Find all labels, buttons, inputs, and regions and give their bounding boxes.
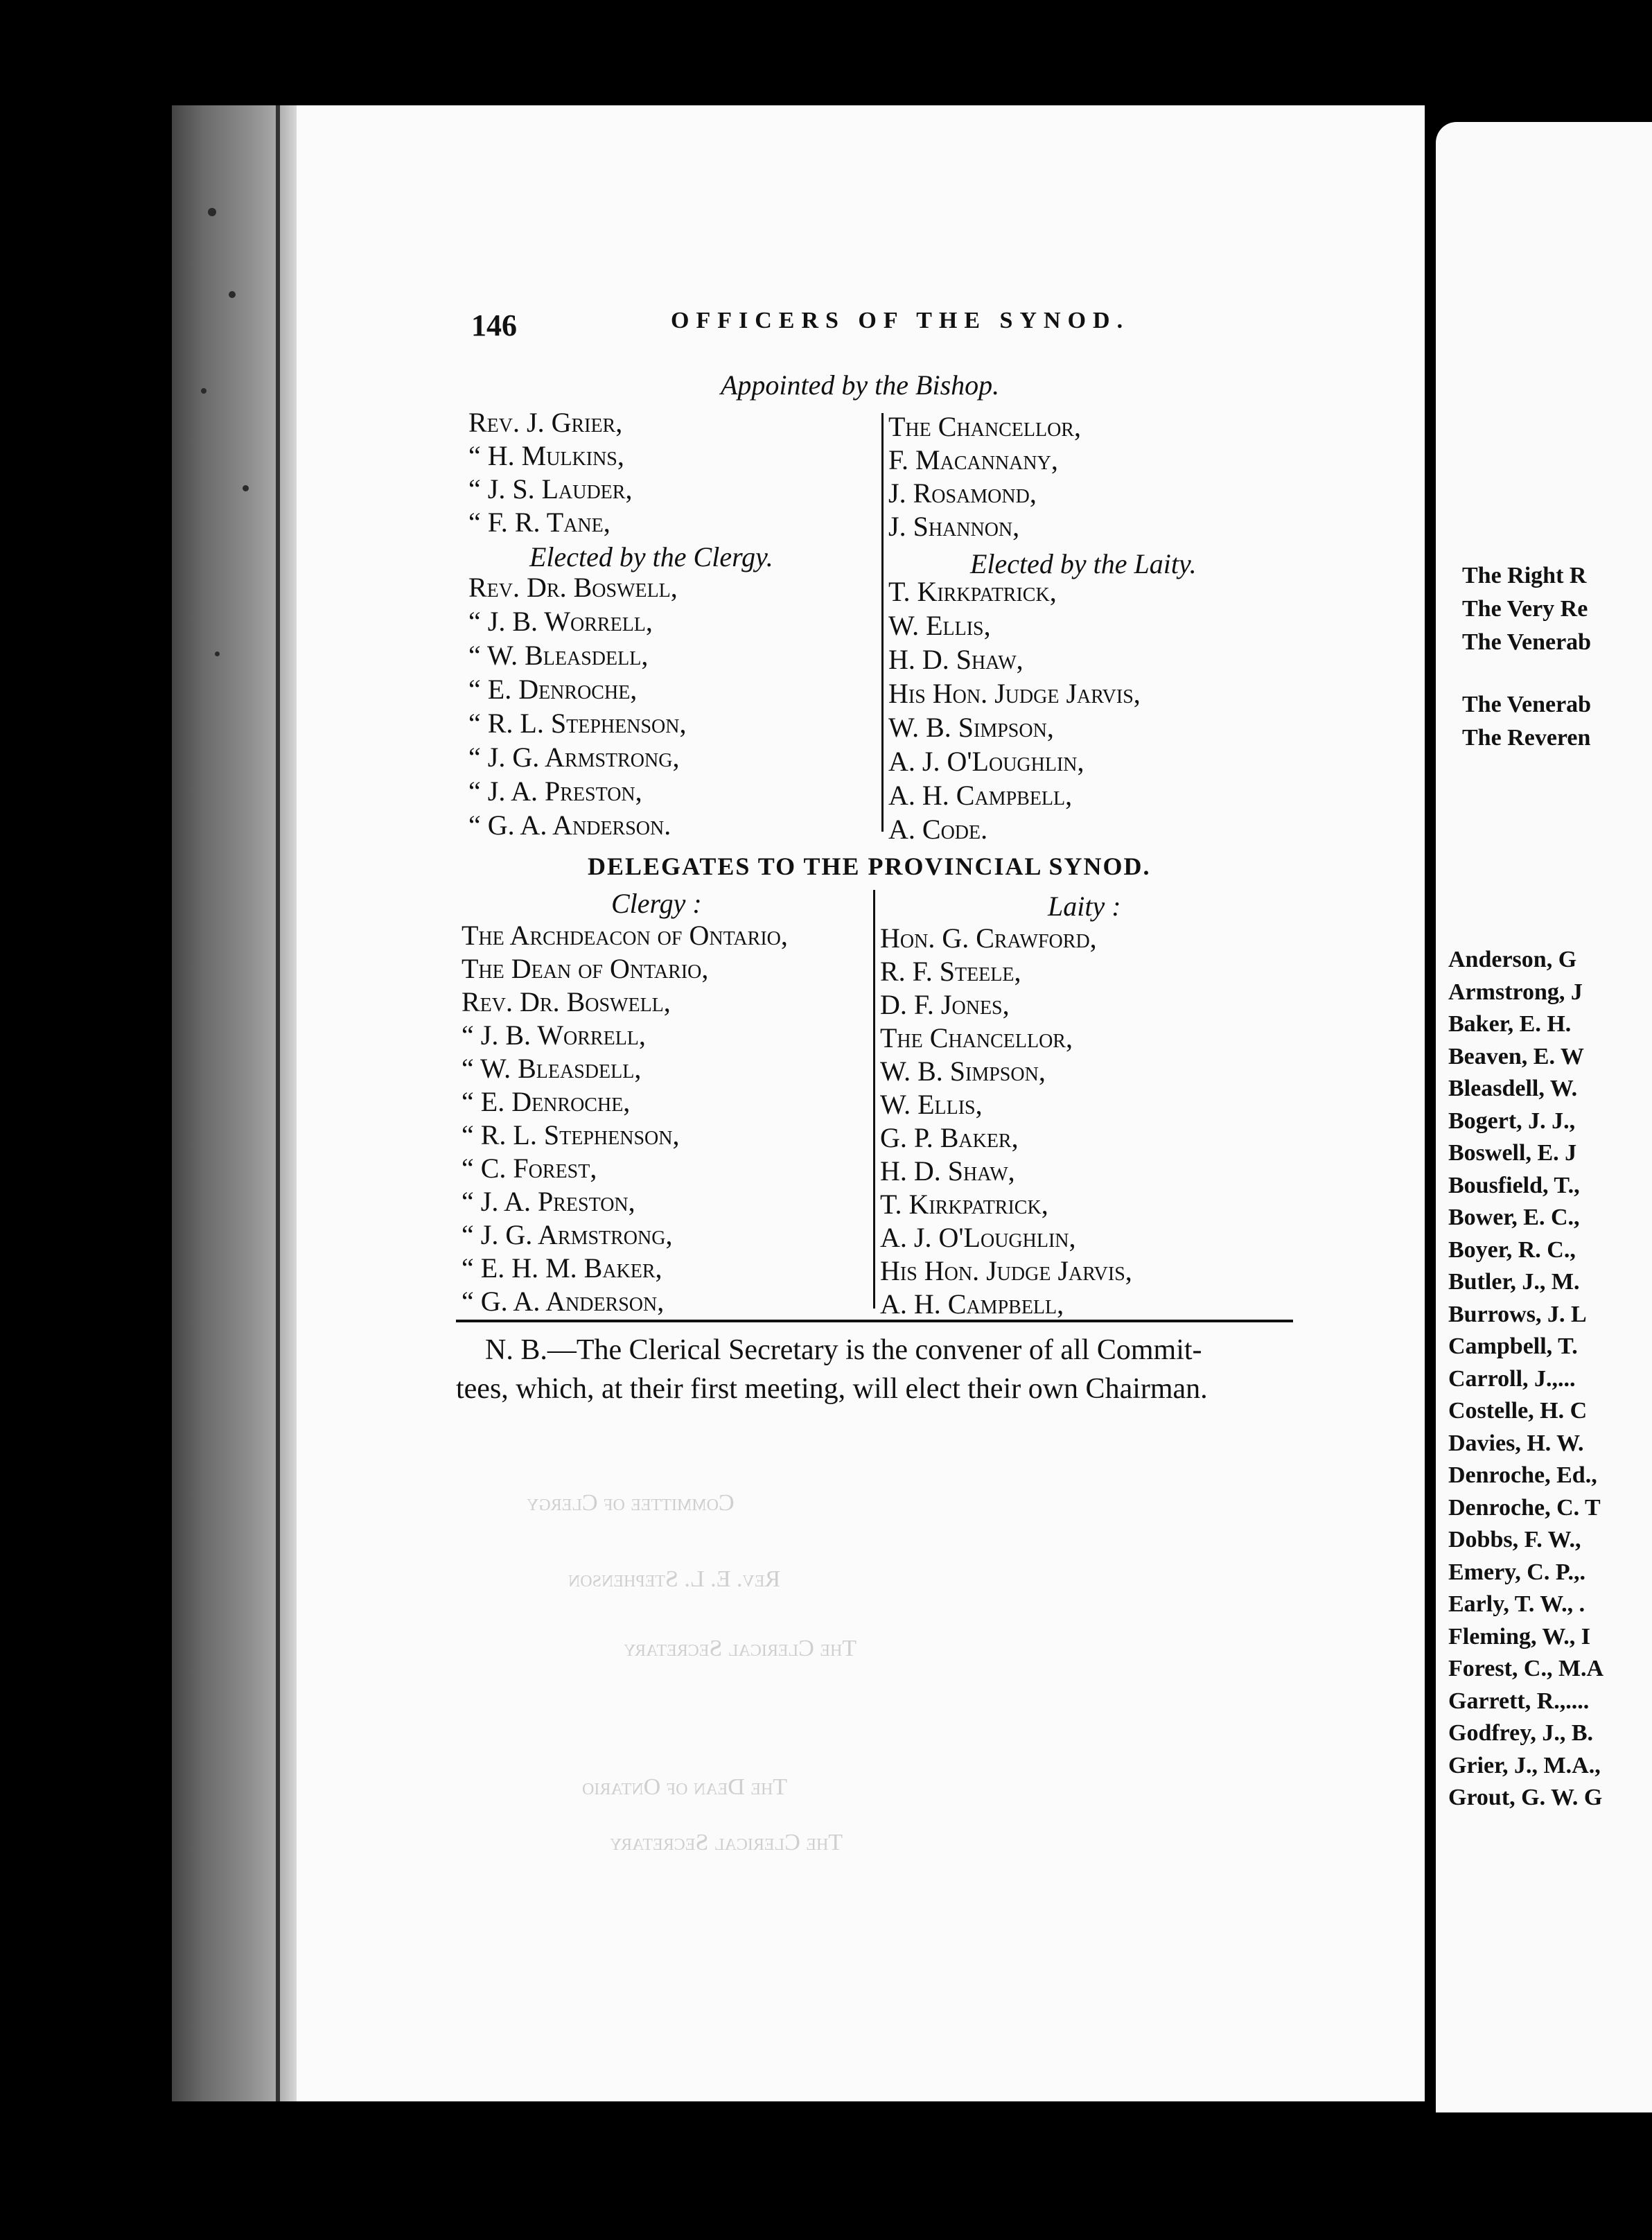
facing-page-index-entry: Boyer, R. C., <box>1448 1236 1576 1263</box>
appointed-clergy-entry: “ F. R. Tane, <box>468 507 610 538</box>
appointed-laity-entry: F. Macannany, <box>888 444 1058 475</box>
elected-laity-entry: W. Ellis, <box>888 610 991 641</box>
facing-page-index-entry: Dobbs, F. W., <box>1448 1527 1581 1552</box>
delegate-laity-entry: A. H. Campbell, <box>880 1288 1064 1320</box>
appointed-clergy-entry: “ H. Mulkins, <box>468 440 624 471</box>
delegate-clergy-entry: “ J. A. Preston, <box>462 1186 635 1217</box>
delegate-laity-entry: The Chancellor, <box>880 1022 1073 1053</box>
facing-page-index-entry: Denroche, Ed., <box>1448 1462 1597 1488</box>
facing-page-index-entry: Grout, G. W. G <box>1448 1785 1603 1810</box>
elected-clergy-entry: “ E. Denroche, <box>468 674 638 705</box>
elected-clergy-entry: “ W. Bleasdell, <box>468 640 649 671</box>
facing-page-index-entry: Bleasdell, W. <box>1448 1076 1578 1101</box>
delegate-clergy-entry: “ J. B. Worrell, <box>462 1020 646 1051</box>
book-page <box>172 105 1425 2101</box>
facing-page-index-entry: Garrett, R.,.... <box>1448 1688 1590 1714</box>
delegates-laity-heading: Laity : <box>1048 891 1121 922</box>
delegate-clergy-entry: “ C. Forest, <box>462 1153 597 1184</box>
delegate-laity-entry: A. J. O'Loughlin, <box>880 1222 1076 1253</box>
delegate-clergy-entry: The Dean of Ontario, <box>462 953 709 984</box>
elected-laity-entry: T. Kirkpatrick, <box>888 576 1057 607</box>
facing-page-index-entry: Anderson, G <box>1448 947 1577 972</box>
facing-page-index-entry: Armstrong, J <box>1448 979 1583 1005</box>
delegate-clergy-entry: “ W. Bleasdell, <box>462 1053 642 1084</box>
elected-clergy-entry: “ J. G. Armstrong, <box>468 742 680 773</box>
elected-clergy-entry: Rev. Dr. Boswell, <box>468 572 678 603</box>
facing-page-title-entry: The Very Re <box>1462 596 1588 622</box>
bleed-through-text: The Dean of Ontario <box>582 1774 788 1800</box>
elected-clergy-entry: “ G. A. Anderson. <box>468 810 671 841</box>
elected-laity-entry: W. B. Simpson, <box>888 712 1054 743</box>
bleed-through-text: The Clerical Secretary <box>610 1830 843 1855</box>
facing-page-index-entry: Godfrey, J., B. <box>1448 1720 1594 1746</box>
appointed-heading: Appointed by the Bishop. <box>721 369 1000 401</box>
elected-clergy-entry: “ J. B. Worrell, <box>468 606 653 637</box>
facing-page-title-entry: The Reveren <box>1462 725 1591 751</box>
delegate-laity-entry: D. F. Jones, <box>880 989 1010 1020</box>
facing-page-title-entry: The Right R <box>1462 563 1587 588</box>
spine-speck <box>243 485 249 491</box>
facing-page <box>1436 122 1652 2112</box>
appointed-laity-entry: J. Rosamond, <box>888 478 1037 509</box>
delegate-laity-entry: H. D. Shaw, <box>880 1155 1015 1187</box>
bleed-through-text: The Clerical Secretary <box>624 1636 857 1661</box>
bleed-through-text: Rev. E. L. Stephenson <box>568 1566 781 1592</box>
delegate-laity-entry: W. B. Simpson, <box>880 1056 1046 1087</box>
facing-page-index-entry: Grier, J., M.A., <box>1448 1752 1601 1778</box>
facing-page-index-entry: Fleming, W., I <box>1448 1623 1590 1650</box>
delegates-heading: DELEGATES TO THE PROVINCIAL SYNOD. <box>588 852 1151 880</box>
delegate-clergy-entry: “ E. H. M. Baker, <box>462 1252 662 1284</box>
delegate-laity-entry: W. Ellis, <box>880 1089 983 1120</box>
elected-laity-entry: A. H. Campbell, <box>888 780 1073 811</box>
facing-page-index-entry: Campbell, T. <box>1448 1333 1578 1359</box>
facing-page-index-entry: Carroll, J.,... <box>1448 1365 1576 1392</box>
delegates-clergy-heading: Clergy : <box>611 888 702 919</box>
facing-page-index-entry: Costelle, H. C <box>1448 1398 1588 1424</box>
elected-clergy-heading: Elected by the Clergy. <box>529 541 773 572</box>
elected-laity-entry: His Hon. Judge Jarvis, <box>888 678 1141 709</box>
facing-page-title-entry: The Venerab <box>1462 629 1592 655</box>
elected-laity-entry: A. J. O'Loughlin, <box>888 746 1084 777</box>
delegate-laity-entry: His Hon. Judge Jarvis, <box>880 1255 1132 1286</box>
footnote-line-1: N. B.—The Clerical Secretary is the convener of all Commit- <box>485 1334 1202 1366</box>
appointed-clergy-entry: Rev. J. Grier, <box>468 407 623 438</box>
elected-laity-entry: H. D. Shaw, <box>888 644 1023 675</box>
delegate-clergy-entry: “ J. G. Armstrong, <box>462 1219 673 1250</box>
appointed-clergy-entry: “ J. S. Lauder, <box>468 473 633 505</box>
facing-page-index-entry: Bower, E. C., <box>1448 1205 1580 1230</box>
facing-page-index-entry: Baker, E. H. <box>1448 1011 1572 1037</box>
delegate-clergy-entry: Rev. Dr. Boswell, <box>462 986 671 1017</box>
facing-page-index-entry: Bogert, J. J., <box>1448 1108 1576 1134</box>
facing-page-index-entry: Beaven, E. W <box>1448 1043 1584 1069</box>
delegate-laity-entry: R. F. Steele, <box>880 956 1021 987</box>
appointed-laity-entry: J. Shannon, <box>888 511 1020 542</box>
spine-speck <box>208 208 216 216</box>
spine-speck <box>229 291 236 298</box>
elected-laity-heading: Elected by the Laity. <box>970 548 1197 579</box>
delegate-clergy-entry: “ R. L. Stephenson, <box>462 1119 680 1150</box>
facing-page-index-entry: Emery, C. P.,. <box>1448 1559 1586 1585</box>
facing-page-index-entry: Boswell, E. J <box>1448 1140 1577 1166</box>
facing-page-index-entry: Butler, J., M. <box>1448 1269 1580 1295</box>
section-divider <box>456 1320 1293 1322</box>
facing-page-index-entry: Forest, C., M.A <box>1448 1656 1604 1681</box>
appointed-laity-entry: The Chancellor, <box>888 411 1081 442</box>
column-divider <box>873 890 875 1309</box>
elected-clergy-entry: “ R. L. Stephenson, <box>468 708 687 739</box>
spine-speck <box>201 388 206 394</box>
facing-page-index-entry: Bousfield, T., <box>1448 1172 1580 1198</box>
page-number: 146 <box>471 308 517 342</box>
facing-page-index-entry: Denroche, C. T <box>1448 1494 1601 1521</box>
facing-page-title-entry: The Venerab <box>1462 692 1592 717</box>
elected-clergy-entry: “ J. A. Preston, <box>468 776 642 807</box>
delegate-clergy-entry: “ E. Denroche, <box>462 1086 631 1117</box>
running-title: OFFICERS OF THE SYNOD. <box>671 308 1130 333</box>
delegate-laity-entry: Hon. G. Crawford, <box>880 922 1097 954</box>
column-divider <box>881 413 884 832</box>
elected-laity-entry: A. Code. <box>888 814 988 845</box>
spine-speck <box>215 651 220 656</box>
bleed-through-text: Committee of Clergy <box>527 1490 735 1516</box>
delegate-clergy-entry: The Archdeacon of Ontario, <box>462 920 788 951</box>
facing-page-index-entry: Early, T. W., . <box>1448 1591 1585 1617</box>
footnote-line-2: tees, which, at their first meeting, will elect their own Chairman. <box>456 1373 1208 1405</box>
facing-page-index-entry: Davies, H. W. <box>1448 1430 1584 1456</box>
facing-page-index-entry: Burrows, J. L <box>1448 1301 1587 1327</box>
delegate-laity-entry: G. P. Baker, <box>880 1122 1019 1153</box>
delegate-laity-entry: T. Kirkpatrick, <box>880 1189 1048 1220</box>
delegate-clergy-entry: “ G. A. Anderson, <box>462 1286 665 1317</box>
page-gutter <box>276 105 280 2101</box>
